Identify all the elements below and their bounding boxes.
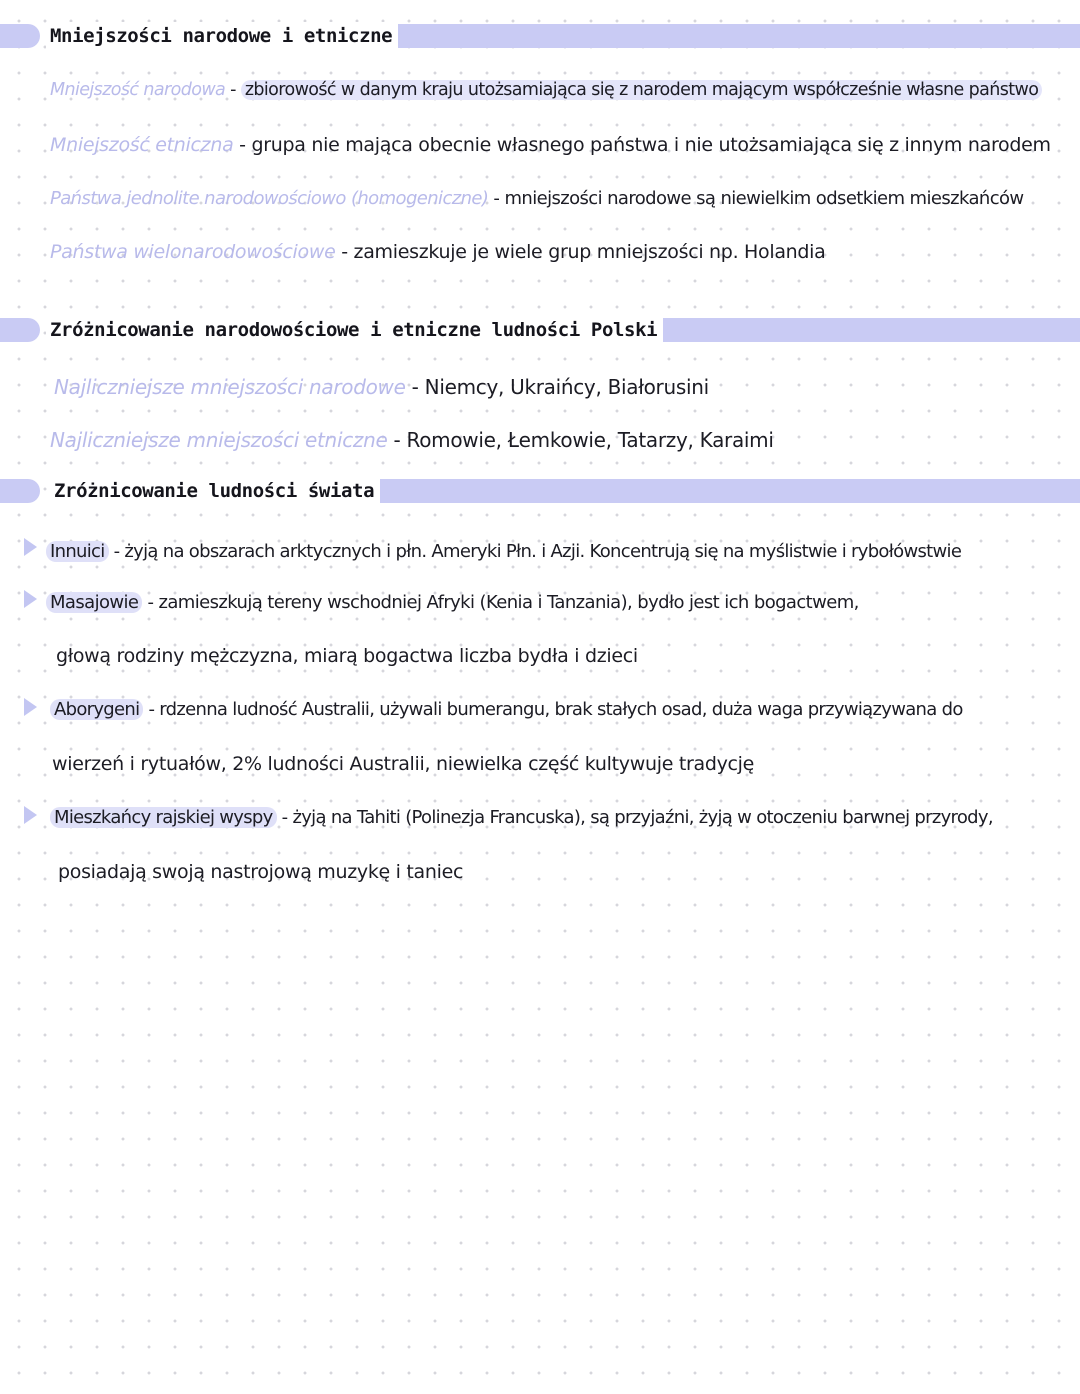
term: Państwa wielonarodowościowe xyxy=(50,241,336,263)
term: Mniejszość etniczna xyxy=(50,134,234,156)
people-line xyxy=(46,538,961,566)
people-name: Aborygeni xyxy=(50,699,143,720)
bullet-icon xyxy=(24,538,37,556)
definition: zbiorowość w danym kraju utożsamiająca się z narodem mającym współcześnie własne państwo xyxy=(241,80,1043,100)
term: Najliczniejsze mniejszości etniczne xyxy=(50,428,388,452)
people-line-continued xyxy=(56,642,638,670)
term: Państwa jednolite narodowościowo (homogeniczne) xyxy=(50,188,489,209)
section-header-poland xyxy=(0,315,1080,345)
people-description: wierzeń i rytuałów, 2% ludności Australii, niewielka część kultywuje tradycję xyxy=(52,753,755,775)
definition-line xyxy=(54,373,709,401)
definition: Romowie, Łemkowie, Tatarzy, Karaimi xyxy=(406,428,774,452)
people-line-continued xyxy=(58,858,463,886)
heading-highlight-right xyxy=(358,24,1080,48)
dash: - xyxy=(143,699,160,720)
people-description: żyją na obszarach arktycznych i płn. Ameryki Płn. i Azji. Koncentrują się na myślistwie i rybołówstwie xyxy=(124,541,962,562)
definition: zamieszkuje je wiele grup mniejszości np. Holandia xyxy=(353,241,826,263)
heading-highlight-right xyxy=(594,318,1080,342)
section-header-minorities xyxy=(0,21,1080,51)
heading-highlight-left xyxy=(0,318,40,342)
dash: - xyxy=(276,807,293,828)
dash: - xyxy=(142,592,159,613)
dash: - xyxy=(225,80,241,100)
definition: grupa nie mająca obecnie własnego państwa i nie utożsamiająca się z innym narodem xyxy=(251,134,1051,156)
dash: - xyxy=(488,188,505,209)
people-line xyxy=(46,589,859,617)
section-header-world xyxy=(0,476,1080,506)
heading-highlight-left xyxy=(0,24,40,48)
definition-line xyxy=(50,238,826,266)
people-description: żyją na Tahiti (Polinezja Francuska), są przyjaźni, żyją w otoczeniu barwnej przyrody, xyxy=(292,807,993,828)
definition: Niemcy, Ukraińcy, Białorusini xyxy=(424,375,709,399)
definition-line xyxy=(50,131,1051,159)
dash: - xyxy=(405,375,425,399)
people-line-continued xyxy=(52,750,754,778)
people-description: zamieszkują tereny wschodniej Afryki (Kenia i Tanzania), bydło jest ich bogactwem, xyxy=(158,592,859,613)
people-name: Masajowie xyxy=(46,592,142,613)
bullet-icon xyxy=(24,698,37,716)
term: Mniejszość narodowa xyxy=(50,80,226,100)
section-title: Zróżnicowanie narodowościowe i etniczne ludności Polski xyxy=(46,316,663,344)
people-line xyxy=(50,696,963,724)
people-description: głową rodziny mężczyzna, miarą bogactwa liczba bydła i dzieci xyxy=(56,645,638,667)
people-description: posiadają swoją nastrojową muzykę i taniec xyxy=(58,861,464,883)
dash: - xyxy=(233,134,252,156)
heading-highlight-left xyxy=(0,479,40,503)
people-description: rdzenna ludność Australii, używali bumerangu, brak stałych osad, duża waga przywiązywana do xyxy=(159,699,963,720)
definition-line xyxy=(50,76,1042,104)
bullet-icon xyxy=(24,806,37,824)
bullet-icon xyxy=(24,590,37,608)
people-line xyxy=(50,804,993,832)
dash: - xyxy=(108,541,125,562)
people-name: Mieszkańcy rajskiej wyspy xyxy=(50,807,277,828)
dash: - xyxy=(387,428,407,452)
people-name: Innuici xyxy=(46,541,109,562)
definition-line xyxy=(50,426,774,454)
section-title: Zróżnicowanie ludności świata xyxy=(50,477,380,505)
dash: - xyxy=(335,241,354,263)
heading-highlight-right xyxy=(350,479,1080,503)
definition-line xyxy=(50,185,1024,213)
section-title: Mniejszości narodowe i etniczne xyxy=(46,22,398,50)
definition: mniejszości narodowe są niewielkim odsetkiem mieszkańców xyxy=(504,188,1024,209)
term: Najliczniejsze mniejszości narodowe xyxy=(54,375,406,399)
